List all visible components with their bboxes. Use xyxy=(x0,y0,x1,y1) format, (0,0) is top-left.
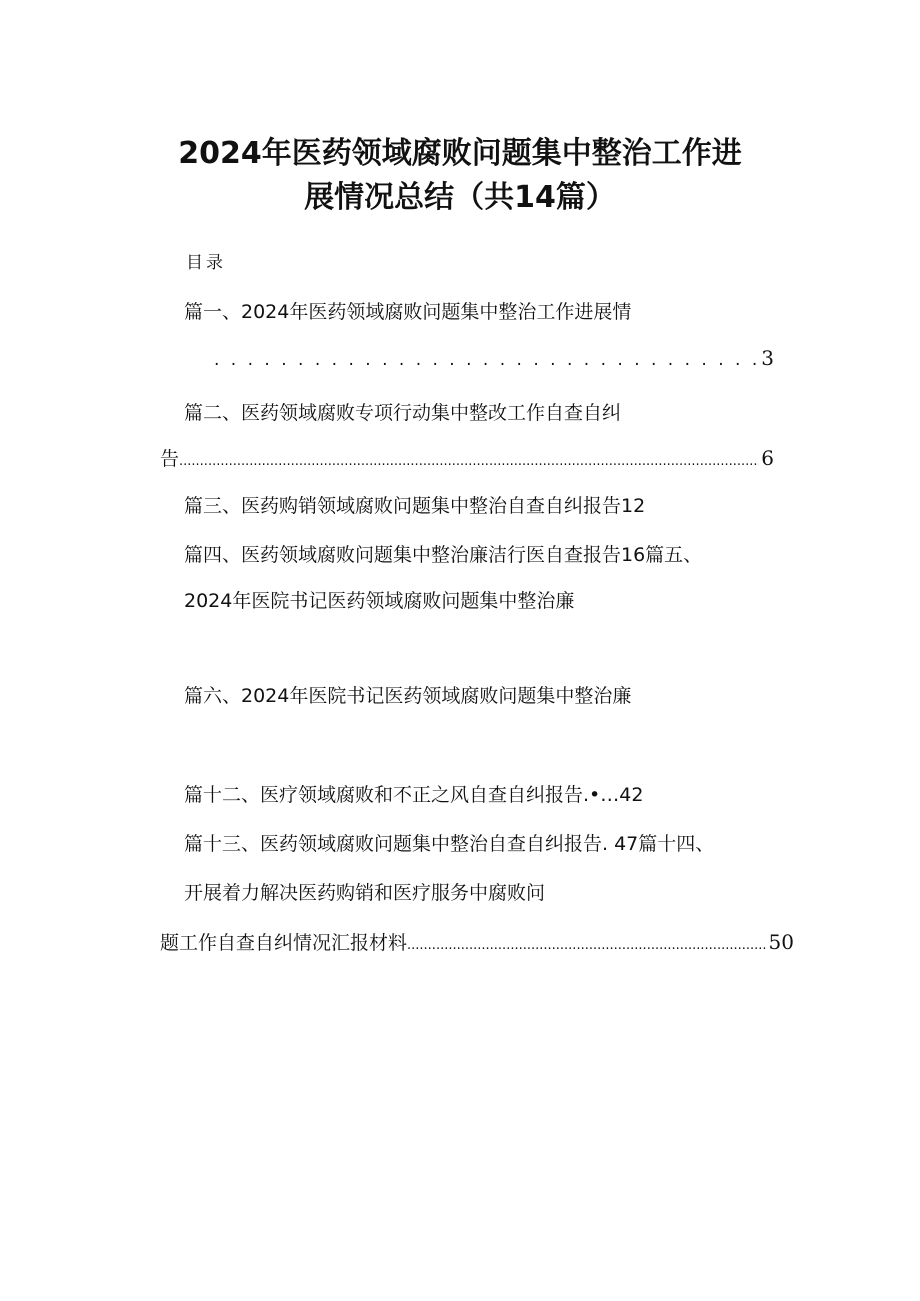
toc-entry-2-page: 6 xyxy=(761,446,774,470)
toc-entry-14-page: 50 xyxy=(768,930,794,954)
toc-entry-2[interactable]: 篇二、医药领域腐败专项行动集中整改工作自查自纠 xyxy=(184,402,622,424)
toc-entry-1-page: 3 xyxy=(761,346,774,370)
dot-leader xyxy=(407,932,767,954)
toc-heading: 目录 xyxy=(186,253,226,273)
toc-entry-2-continuation: 告 xyxy=(160,448,180,470)
toc-entry-13[interactable]: 篇十三、医药领域腐败问题集中整治自查自纠报告. 47篇十四、 xyxy=(184,833,715,855)
toc-entry-1[interactable]: 篇一、2024年医药领域腐败问题集中整治工作进展情 xyxy=(184,301,632,323)
toc-entry-14[interactable]: 开展着力解决医药购销和医疗服务中腐败问 xyxy=(184,882,546,904)
document-title-line-1: 2024年医药领域腐败问题集中整治工作进 xyxy=(178,136,742,171)
toc-entry-14-leader-row xyxy=(160,928,794,955)
toc-entry-1-leader-row xyxy=(214,346,774,370)
document-title-line-2: 展情况总结（共14篇） xyxy=(304,180,616,215)
toc-entry-5[interactable]: 2024年医院书记医药领域腐败问题集中整治廉 xyxy=(184,590,575,612)
dot-leader xyxy=(214,348,759,370)
toc-entry-14-continuation: 题工作自查自纠情况汇报材料 xyxy=(160,932,408,954)
dot-leader xyxy=(179,448,759,470)
toc-entry-2-leader-row xyxy=(160,444,774,471)
toc-entry-4[interactable]: 篇四、医药领域腐败问题集中整治廉洁行医自查报告16篇五、 xyxy=(184,544,703,566)
toc-entry-6[interactable]: 篇六、2024年医院书记医药领域腐败问题集中整治廉 xyxy=(184,685,632,707)
toc-entry-3[interactable]: 篇三、医药购销领域腐败问题集中整治自查自纠报告12 xyxy=(184,495,646,517)
toc-entry-12[interactable]: 篇十二、医疗领域腐败和不正之风自查自纠报告.•…42 xyxy=(184,784,644,806)
